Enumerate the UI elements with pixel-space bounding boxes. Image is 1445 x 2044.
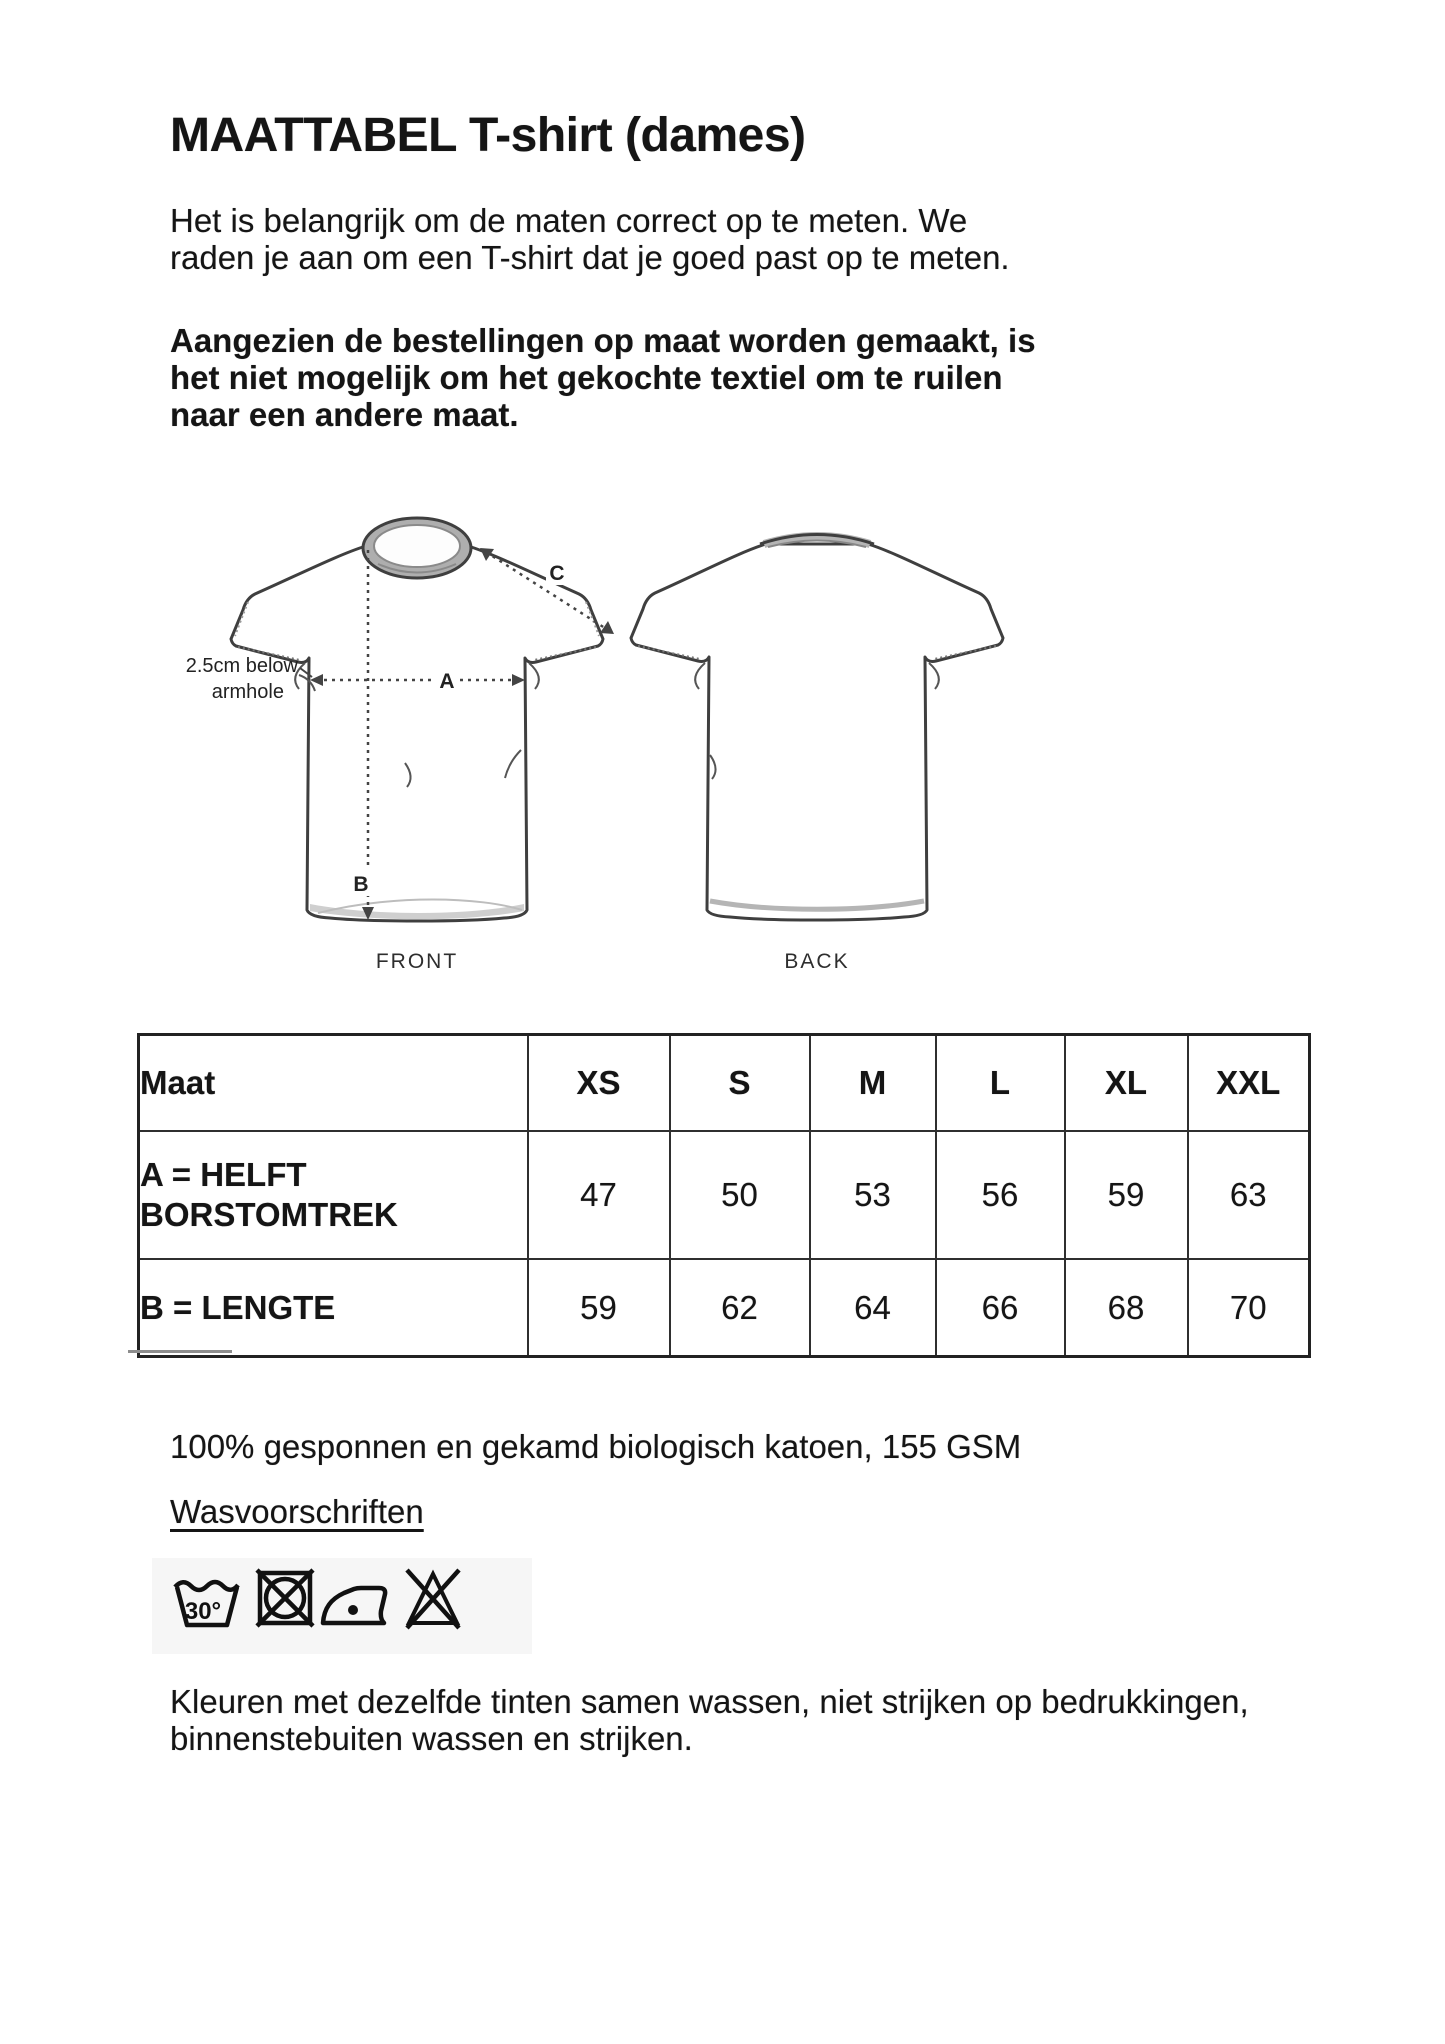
length-value-m: 64	[810, 1259, 936, 1357]
do-not-bleach-icon	[404, 1564, 462, 1632]
care-instructions-heading: Wasvoorschriften	[170, 1493, 424, 1530]
notice-line-3: naar een andere maat.	[170, 396, 519, 433]
chest-value-m: 53	[810, 1131, 936, 1259]
row-label-length	[139, 1259, 528, 1357]
col-header-m: M	[810, 1035, 936, 1132]
iron-low-temperature-icon	[320, 1576, 390, 1630]
front-collar-rib-inner	[374, 525, 460, 567]
wash-30-degrees-icon	[172, 1574, 240, 1630]
chest-value-l: 56	[936, 1131, 1065, 1259]
col-header-l: L	[936, 1035, 1065, 1132]
chest-value-xl: 59	[1065, 1131, 1188, 1259]
table-row-half-chest	[139, 1131, 1310, 1259]
length-value-l: 66	[936, 1259, 1065, 1357]
care-note-paragraph	[170, 1683, 1249, 1757]
length-value-xl: 68	[1065, 1259, 1188, 1357]
front-caption: FRONT	[375, 950, 459, 973]
armhole-note-line-2: armhole	[211, 681, 284, 703]
label-b: B	[353, 873, 369, 896]
back-caption: BACK	[784, 950, 850, 973]
length-value-s: 62	[670, 1259, 810, 1357]
care-note-line-1: Kleuren met dezelfde tinten samen wassen, niet strijken op bedrukkingen,	[170, 1683, 1249, 1720]
do-not-tumble-dry-icon	[255, 1565, 315, 1631]
col-header-xl: XL	[1065, 1035, 1188, 1132]
material-note: 100% gesponnen en gekamd biologisch katoen, 155 GSM	[170, 1428, 1022, 1465]
table-header-row	[139, 1035, 1310, 1132]
tshirt-measurement-diagram	[150, 470, 1110, 1005]
row-label-line: B = LENGTE	[140, 1288, 336, 1326]
notice-line-1: Aangezien de bestellingen op maat worden gemaakt, is	[170, 322, 1036, 359]
page-title: MAATTABEL T-shirt (dames)	[170, 109, 806, 162]
notice-paragraph	[170, 322, 1036, 433]
label-c: C	[549, 562, 565, 585]
table-row-length	[139, 1259, 1310, 1357]
back-shirt-drawing	[631, 535, 1003, 921]
chest-value-s: 50	[670, 1131, 810, 1259]
col-header-s: S	[670, 1035, 810, 1132]
label-a: A	[439, 670, 455, 693]
chest-value-xs: 47	[528, 1131, 670, 1259]
col-header-xxl: XXL	[1188, 1035, 1310, 1132]
care-note-line-2: binnenstebuiten wassen en strijken.	[170, 1720, 693, 1757]
notice-line-2: het niet mogelijk om het gekochte textiel om te ruilen	[170, 359, 1003, 396]
intro-paragraph	[170, 202, 1010, 276]
armhole-note-line-1: 2.5cm below	[185, 655, 298, 677]
row-label-line: BORSTOMTREK	[140, 1196, 398, 1233]
size-table	[137, 1033, 1311, 1358]
intro-line-1: Het is belangrijk om de maten correct op te meten. We	[170, 202, 968, 239]
row-label-half-chest	[139, 1131, 528, 1259]
scan-shadow-artifact	[128, 1350, 232, 1353]
col-header-xs: XS	[528, 1035, 670, 1132]
wash-temperature-label: 30°	[184, 1598, 222, 1625]
intro-line-2: raden je aan om een T-shirt dat je goed past op te meten.	[170, 239, 1010, 276]
chest-value-xxl: 63	[1188, 1131, 1310, 1259]
col-header-maat: Maat	[139, 1035, 528, 1132]
length-value-xs: 59	[528, 1259, 670, 1357]
row-label-line: A = HELFT	[140, 1156, 307, 1193]
length-value-xxl: 70	[1188, 1259, 1310, 1357]
armhole-annotation	[186, 655, 312, 703]
iron-one-dot	[348, 1605, 358, 1615]
